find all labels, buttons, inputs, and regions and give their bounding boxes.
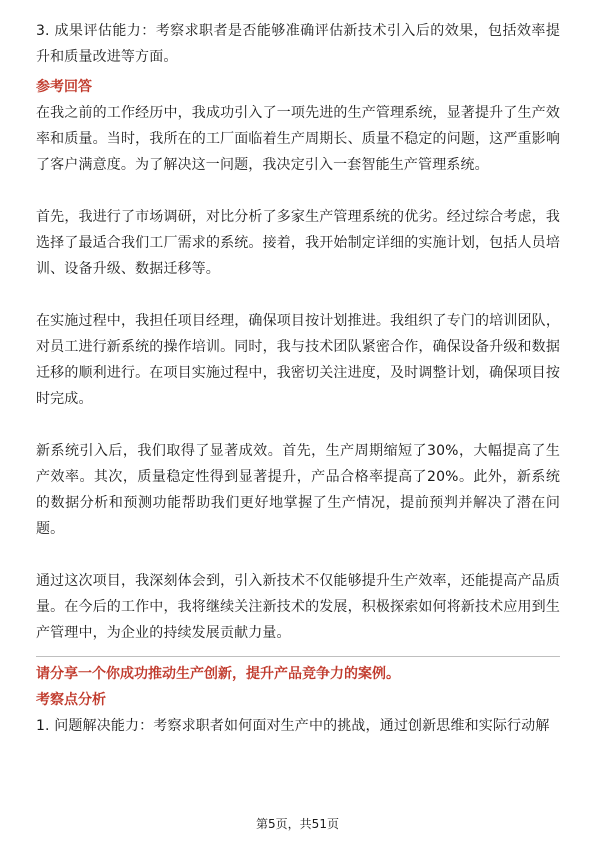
analysis-heading: 考察点分析 (36, 692, 106, 708)
next-question: 请分享一个你成功推动生产创新，提升产品竞争力的案例。 (36, 666, 400, 682)
answer-paragraph-3: 在实施过程中，我担任项目经理，确保项目按计划推进。我组织了专门的培训团队，对员工进行新系统的操作培训。同时，我与技术团队紧密合作，确保设备升级和数据迁移的顺利进行。在项目实施过程中，我密切关注进度，及时调整计划，确保项目按时完成。 (36, 313, 560, 407)
analysis-first-item: 1. 问题解决能力：考察求职者如何面对生产中的挑战，通过创新思维和实际行动解 (36, 718, 550, 734)
answer-paragraph-5: 通过这次项目，我深刻体会到，引入新技术不仅能够提升生产效率，还能提高产品质量。在今后的工作中，我将继续关注新技术的发展，积极探索如何将新技术应用到生产管理中，为企业的持续发展贡献力量。 (36, 573, 560, 641)
page-footer: 第5页，共51页 (256, 817, 339, 831)
section-divider (36, 656, 560, 657)
answer-heading: 参考回答 (36, 79, 92, 95)
answer-paragraph-4: 新系统引入后，我们取得了显著成效。首先，生产周期缩短了30%，大幅提高了生产效率。其次，质量稳定性得到显著提升，产品合格率提高了20%。此外，新系统的数据分析和预测功能帮助我们更好地掌握了生产情况，提前预判并解决了潜在问题。 (36, 443, 560, 537)
intro-item: 3. 成果评估能力：考察求职者是否能够准确评估新技术引入后的效果，包括效率提升和质量改进等方面。 (36, 23, 560, 65)
answer-paragraph-2: 首先，我进行了市场调研，对比分析了多家生产管理系统的优劣。经过综合考虑，我选择了最适合我们工厂需求的系统。接着，我开始制定详细的实施计划，包括人员培训、设备升级、数据迁移等。 (36, 209, 560, 277)
answer-paragraph-1: 在我之前的工作经历中，我成功引入了一项先进的生产管理系统，显著提升了生产效率和质量。当时，我所在的工厂面临着生产周期长、质量不稳定的问题，这严重影响了客户满意度。为了解决这一问题，我决定引入一套智能生产管理系统。 (36, 105, 560, 173)
document-page (36, 18, 560, 739)
